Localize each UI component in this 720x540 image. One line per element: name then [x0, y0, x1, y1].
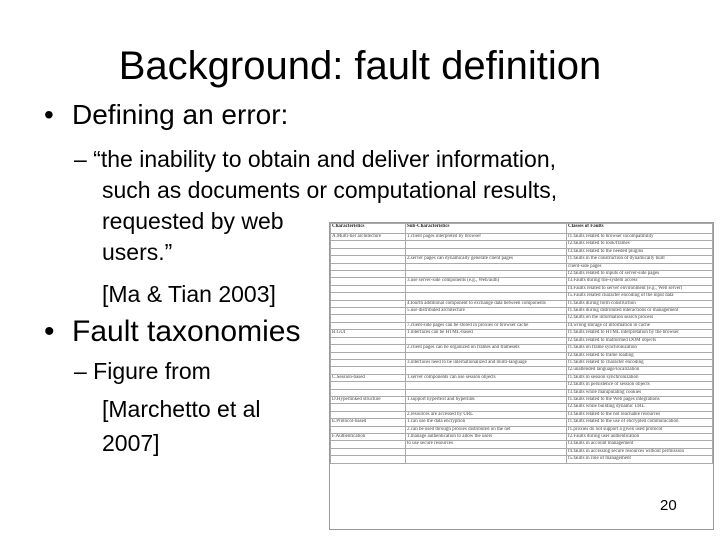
table-cell: f1.faults related to browser incompatibility	[567, 234, 713, 241]
page-number: 20	[660, 497, 677, 514]
table-cell	[331, 271, 406, 278]
table-cell: f1.faults related to character encoding	[567, 359, 713, 366]
table-cell: 5.use distributed architecture	[406, 308, 567, 315]
table-cell	[331, 300, 406, 307]
table-row	[331, 359, 713, 366]
table-cell	[331, 441, 406, 448]
table-cell: f1.faults related to the Web pages integrations	[567, 396, 713, 403]
table-cell: f2.Faults during user authentication	[567, 433, 713, 440]
table-cell	[406, 293, 567, 300]
table-cell: f2.faults while building dynamic URL	[567, 404, 713, 411]
table-cell	[331, 426, 406, 433]
table-cell	[331, 411, 406, 418]
table-cell: f3.Faults during file-system access	[567, 278, 713, 285]
table-row	[331, 271, 713, 278]
table-cell: A.Multi-tier architecture	[331, 234, 406, 241]
table-cell: f4.wrong storage of information in cache	[567, 322, 713, 329]
table-cell: E.Protocol-based	[331, 419, 406, 426]
table-row	[331, 234, 713, 241]
table-cell	[406, 285, 567, 292]
table-cell	[331, 285, 406, 292]
citation-marchetto-2: 2007]	[102, 430, 160, 456]
table-cell: 1.manage authentication to allow the users	[406, 433, 567, 440]
table-row	[331, 441, 713, 448]
bullet-dot-icon: •	[44, 99, 54, 130]
table-row	[331, 419, 713, 426]
table-cell: f1.faults related to HTML interpretation by the browser	[567, 330, 713, 337]
table-cell	[406, 382, 567, 389]
table-row	[331, 374, 713, 381]
quote-line-1: – “the inability to obtain and deliver information,	[74, 146, 557, 172]
table-row	[331, 433, 713, 440]
table-cell	[331, 278, 406, 285]
table-cell	[331, 456, 406, 463]
table-row	[331, 352, 713, 359]
table-cell	[331, 404, 406, 411]
table-cell: F.Authentication	[331, 433, 406, 440]
table-row	[331, 300, 713, 307]
quote-line-3: requested by web	[102, 208, 284, 234]
table-row	[331, 330, 713, 337]
header-characteristics: Characteristics	[331, 224, 406, 234]
table-header-row	[331, 224, 713, 234]
table-cell	[406, 367, 567, 374]
table-cell	[406, 263, 567, 270]
bullet-text: Fault taxonomies	[72, 315, 301, 348]
table-cell: f2.faults related to frame loading	[567, 352, 713, 359]
table-cell: 2.resources are accessed by URL	[406, 411, 567, 418]
table-cell: f2.unattended language/localization	[567, 367, 713, 374]
table-cell: D.Hyperlinked structure	[331, 396, 406, 403]
quote-line-4: users.”	[102, 239, 173, 265]
table-cell: f4.Faults related to server environment (e.g., Web server)	[567, 285, 713, 292]
table-cell	[331, 367, 406, 374]
table-cell	[331, 256, 406, 263]
table-row	[331, 248, 713, 255]
table-cell: f2.faults related to malformed DOM objects	[567, 337, 713, 344]
table-row	[331, 263, 713, 270]
table-cell: 2.server pages can dynamically generate client pages	[406, 256, 567, 263]
table-cell	[331, 248, 406, 255]
table-cell: f1.proxies do not support a given used protocol	[567, 426, 713, 433]
table-cell	[406, 315, 567, 322]
citation-marchetto-1: [Marchetto et al	[102, 396, 261, 422]
table-row	[331, 285, 713, 292]
table-row	[331, 308, 713, 315]
table-cell: f1.faults in session synchronization	[567, 374, 713, 381]
table-cell	[406, 352, 567, 359]
table-cell: 1.client pages interpreted by browser	[406, 234, 567, 241]
table-row	[331, 345, 713, 352]
table-cell: f1.faults during form construction	[567, 300, 713, 307]
table-cell	[406, 448, 567, 455]
table-cell: f4.faults in accessing secure resources without permission	[567, 448, 713, 455]
table-cell: C.Session-based	[331, 374, 406, 381]
table-cell: to use secure resources	[406, 441, 567, 448]
table-row	[331, 382, 713, 389]
table-cell: f1.faults during distributed interactions or management	[567, 308, 713, 315]
table-cell: f5.faults in role of management	[567, 456, 713, 463]
table-cell: f3.faults while manipulating cookies	[567, 389, 713, 396]
table-cell	[406, 456, 567, 463]
table-cell: f2.faults on the information search process	[567, 315, 713, 322]
table-cell	[406, 389, 567, 396]
table-cell	[331, 352, 406, 359]
table-cell: 1.server components can use session objects	[406, 374, 567, 381]
table-cell: 2.can be used through proxies distributed on the net	[406, 426, 567, 433]
table-row	[331, 322, 713, 329]
table-cell: B.GUI	[331, 330, 406, 337]
table-row	[331, 293, 713, 300]
table-cell: 3.use server-side components (e.g., Web/auth)	[406, 278, 567, 285]
table-cell: 1.support hypertext and hyperlink	[406, 396, 567, 403]
table-row	[331, 448, 713, 455]
fault-taxonomy-figure	[329, 222, 714, 530]
table-cell	[331, 308, 406, 315]
table-cell	[406, 271, 567, 278]
table-row	[331, 426, 713, 433]
table-row	[331, 456, 713, 463]
table-cell	[331, 263, 406, 270]
table-row	[331, 315, 713, 322]
table-row	[331, 337, 713, 344]
table-row	[331, 389, 713, 396]
table-cell	[406, 337, 567, 344]
table-cell: f2.faults related to look/frames	[567, 241, 713, 248]
table-cell	[331, 322, 406, 329]
table-row	[331, 256, 713, 263]
table-cell: 1.interfaces can be HTML-based	[406, 330, 567, 337]
fault-taxonomy-table	[330, 223, 713, 464]
table-cell	[331, 382, 406, 389]
table-cell: 7.client-side pages can be stored in proxies or browser cache	[406, 322, 567, 329]
table-cell	[331, 337, 406, 344]
table-row	[331, 404, 713, 411]
table-cell: 2.client pages can be organized on frames and framesets	[406, 345, 567, 352]
table-row	[331, 241, 713, 248]
table-cell	[331, 389, 406, 396]
table-row	[331, 278, 713, 285]
table-cell: 3.interfaces need to be internationalized and multi-language	[406, 359, 567, 366]
table-cell: f2.faults in persistence of session objects	[567, 382, 713, 389]
table-cell	[406, 241, 567, 248]
table-cell: f3.faults in account management	[567, 441, 713, 448]
table-row	[331, 367, 713, 374]
table-cell	[331, 359, 406, 366]
table-cell: f3.faults related to the needed plugins	[567, 248, 713, 255]
table-cell	[331, 448, 406, 455]
table-cell	[331, 241, 406, 248]
table-row	[331, 411, 713, 418]
slide-title: Background: fault definition	[118, 44, 602, 88]
table-cell	[331, 293, 406, 300]
table-cell: f1.faults on frame synchronization	[567, 345, 713, 352]
table-cell: f1.faults in the construction of dynamically built	[567, 256, 713, 263]
quote-line-2: such as documents or computational results,	[102, 177, 558, 203]
table-cell	[406, 248, 567, 255]
table-cell	[406, 404, 567, 411]
header-classes-of-faults: Classes of Faults	[567, 224, 713, 234]
table-cell: f1.faults related to the use of encrypted communication	[567, 419, 713, 426]
citation-ma-tian: [Ma & Tian 2003]	[102, 281, 276, 307]
table-row	[331, 396, 713, 403]
table-cell	[331, 345, 406, 352]
table-cell: 4.fourth additional component to exchange data between components	[406, 300, 567, 307]
bullet-text: Defining an error:	[72, 99, 289, 130]
table-cell: f3.faults related to the not reachable resources	[567, 411, 713, 418]
table-cell	[331, 315, 406, 322]
table-cell: f5.Faults related character encoding of the input data	[567, 293, 713, 300]
table-cell: 1.can use the data encryption	[406, 419, 567, 426]
figure-from-line: – Figure from	[74, 358, 211, 384]
header-sub-characteristics: Sub-Characteristics	[406, 224, 567, 234]
table-cell: f2.faults related to inputs of server-side pages	[567, 271, 713, 278]
bullet-dot-icon: •	[44, 315, 55, 348]
table-cell: client-side pages	[567, 263, 713, 270]
